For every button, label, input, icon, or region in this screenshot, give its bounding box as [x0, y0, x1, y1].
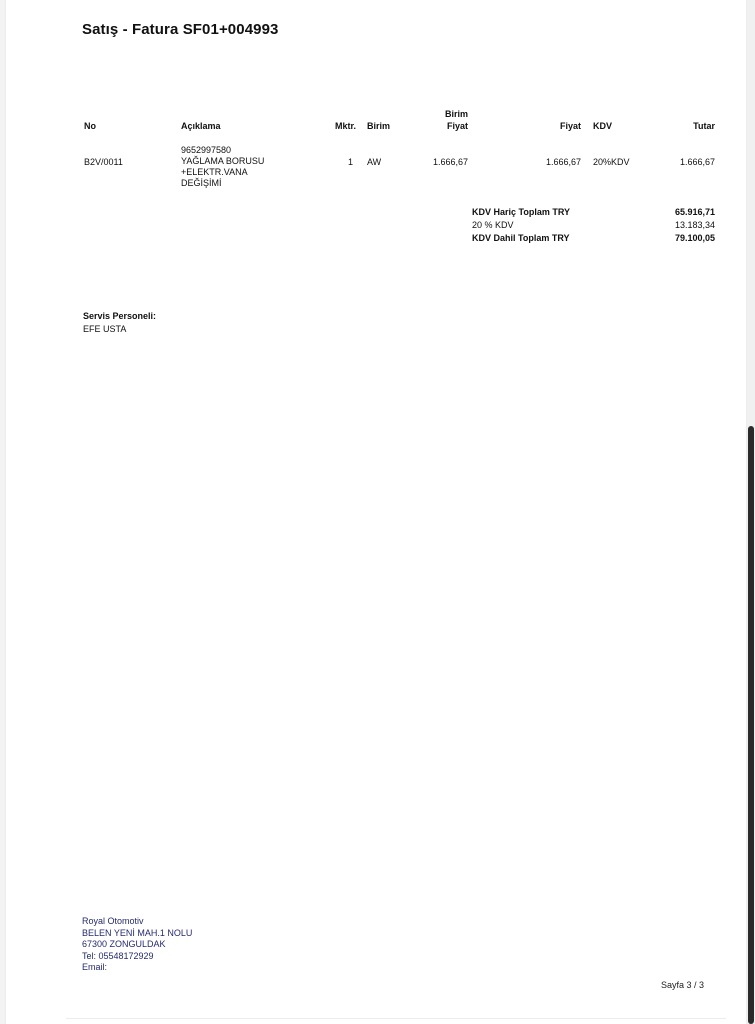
row-aciklama-line: DEĞİŞİMİ [181, 178, 222, 188]
header-kdv: KDV [593, 121, 613, 131]
row-aciklama-line: YAĞLAMA BORUSU [181, 156, 265, 166]
header-tutar: Tutar [693, 121, 715, 131]
scrollbar-thumb[interactable] [748, 426, 754, 1024]
header-miktar: Mktr. [334, 121, 356, 131]
company-name: Royal Otomotiv [82, 916, 144, 926]
row-aciklama-line: +ELEKTR.VANA [181, 167, 248, 177]
row-no: B2V/0011 [84, 157, 123, 167]
row-birim: AW [367, 157, 382, 167]
row-aciklama [181, 145, 264, 189]
row-birim-fiyat: 1.666,67 [432, 157, 468, 167]
kdv-haric-label: KDV Hariç Toplam TRY [472, 207, 571, 217]
kdv-dahil-label: KDV Dahil Toplam TRY [472, 233, 570, 243]
vertical-scrollbar[interactable] [747, 0, 755, 1024]
kdv-value: 13.183,34 [674, 220, 715, 230]
company-address-line2: 67300 ZONGULDAK [82, 939, 166, 949]
kdv-haric-value: 65.916,71 [674, 207, 715, 217]
row-fiyat: 1.666,67 [545, 157, 581, 167]
header-fiyat: Fiyat [559, 121, 581, 131]
kdv-label: 20 % KDV [472, 220, 514, 230]
servis-personeli-label: Servis Personeli: [83, 311, 157, 321]
document-title: Satış - Fatura SF01+004993 [82, 21, 279, 38]
company-email: Email: [82, 962, 108, 972]
header-birim-fiyat-line1: Birim [444, 109, 468, 119]
company-footer [82, 916, 192, 974]
invoice-page [6, 0, 746, 1024]
page-indicator: Sayfa 3 / 3 [661, 980, 705, 990]
row-aciklama-line: 9652997580 [181, 145, 232, 155]
servis-personeli-name: EFE USTA [83, 324, 127, 334]
header-aciklama: Açıklama [181, 121, 221, 131]
page-bottom-divider [66, 1018, 726, 1019]
header-birim-fiyat-line2: Fiyat [446, 121, 468, 131]
row-kdv: 20%KDV [593, 157, 630, 167]
kdv-dahil-value: 79.100,05 [674, 233, 715, 243]
company-address-line1: BELEN YENİ MAH.1 NOLU [82, 927, 193, 938]
header-birim: Birim [367, 121, 391, 131]
row-tutar: 1.666,67 [679, 157, 715, 167]
company-phone: Tel: 05548172929 [82, 950, 154, 961]
header-no: No [84, 121, 96, 131]
row-miktar: 1 [347, 157, 353, 167]
